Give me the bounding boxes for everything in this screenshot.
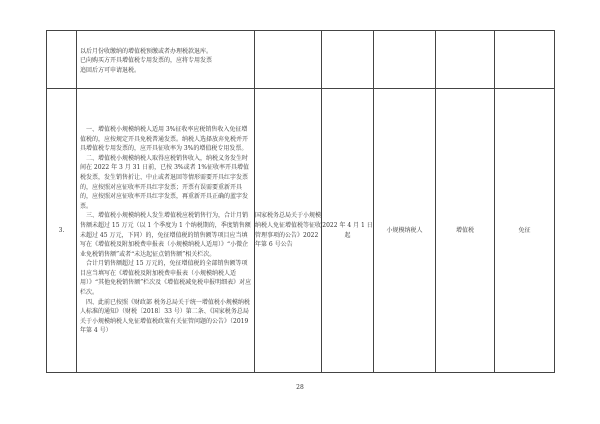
content-line: 追回后方可申请退税。 (80, 66, 141, 74)
content-paragraph: 三、增值税小规模纳税人发生增值税应税销售行为，合计月销售额未超过 15 万元（以 1 个季度为 1 个纳税期的，季度销售额未超过 45 万元，下同）的，免征增值税的销售额等项目应当填写在《增值税及附加税费申报表（小规模纳税人适用）》“小微企业免税销售额”或者“未达起征点销售额”相关栏次。 (80, 212, 251, 258)
cell-basis (255, 31, 322, 89)
cell-number (47, 31, 77, 89)
content-line: 以后月份收缴纳的增值税预缴或者办理税款退库。 (80, 47, 213, 55)
cell-preferential (495, 31, 555, 89)
content-paragraph: 合计月销售额超过 15 万元的，免征增值税的全部销售额等项目应当填写在《增值税及附加税费申报表（小规模纳税人适用）》“其他免税销售额”栏次及《增值税减免税申报明细表》对应栏次。 (80, 260, 252, 297)
effective-date: 2022 年 4 月 1 日起 (322, 89, 374, 373)
cell-tax-type (436, 31, 495, 89)
cell-date (322, 31, 374, 89)
page-number: 28 (296, 384, 304, 391)
cell-content (77, 31, 255, 89)
table-row (47, 89, 555, 373)
content-line: 已向购买方开具增值税专用发票的，应将专用发票 (80, 57, 213, 65)
content-paragraph: 四、此前已按照《财政部 税务总局关于统一增值税小规模纳税人标准的通知》（财税〔2018〕33 号）第二条、《国家税务总局关于小规模纳税人免征增值税政策有关征管问题的公告》（2019 年第 4 号） (80, 298, 250, 335)
cell-content (77, 89, 255, 373)
tax-type: 增值税 (436, 89, 495, 373)
content-paragraph: 一、增值税小规模纳税人适用 3%征收率应税销售收入免征增值税的，应按规定开具免税普通发票。纳税人选择放弃免税并开具增值税专用发票的，应开具征收率为 3%的增值税专用发票。 (80, 125, 249, 153)
policy-basis: 国家税务总局关于小规模纳税人免征增值税等征收管理事项的公告》2022 年第 6 号公告 (255, 89, 322, 373)
cell-subject (374, 31, 436, 89)
taxpayer-subject: 小规模纳税人 (374, 89, 436, 373)
table-row (47, 31, 555, 89)
preferential-type: 免征 (495, 89, 555, 373)
content-paragraph: 二、增值税小规模纳税人取得应税销售收入，纳税义务发生时间在 2022 年 3 月 31 日前，已按 3%或者 1%征收率开具增值税发票，发生销售折让、中止或者退回等情形需要开具红字发票的，应按照对应征收率开具红字发票；开票有误需要重新开具的，应按照对应征收率开具红字发票，再重新开具正确的蓝字发票。 (80, 154, 250, 210)
row-number: 3. (47, 89, 77, 373)
policy-table (46, 30, 555, 373)
